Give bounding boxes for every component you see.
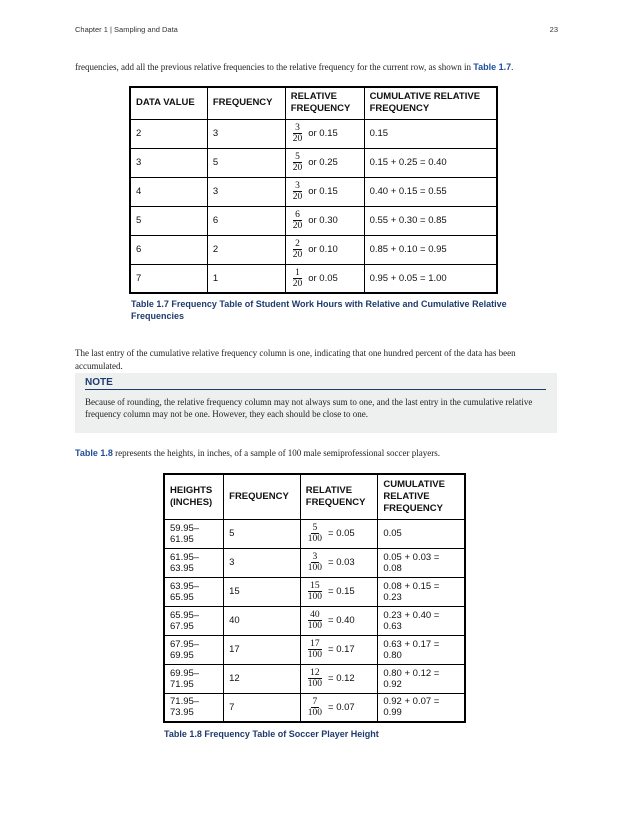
fraction: $\frac{2}{20}$ <box>292 239 303 260</box>
frequency-cell: 1 <box>207 264 285 293</box>
data-value-cell: 3 <box>130 148 207 177</box>
frequency-cell: 2 <box>207 235 285 264</box>
column-header: FREQUENCY <box>207 87 285 119</box>
fraction: $\frac{17}{100}$ <box>307 639 323 660</box>
heights-text: represents the heights, in inches, of a sample of 100 male semiprofessional soccer players. <box>112 448 441 458</box>
relative-frequency-cell: $\frac{7}{100}$ = 0.07 <box>300 693 378 722</box>
relative-frequency-cell: $\frac{15}{100}$ = 0.15 <box>300 577 378 606</box>
intro-text: frequencies, add all the previous relative frequencies to the relative frequency for the current row, as shown in <box>75 62 474 72</box>
frequency-cell: 15 <box>224 577 301 606</box>
table-row <box>130 177 497 206</box>
fraction: $\frac{3}{20}$ <box>292 123 303 144</box>
cumulative-cell: 0.55 + 0.30 = 0.85 <box>364 206 497 235</box>
frequency-cell: 3 <box>224 548 301 577</box>
table-1-8-caption: Table 1.8 Frequency Table of Soccer Player Height <box>164 729 379 739</box>
table-row <box>130 119 497 148</box>
table-row <box>130 235 497 264</box>
frequency-cell: 12 <box>224 664 301 693</box>
height-range-cell: 59.95–61.95 <box>164 519 224 548</box>
frequency-cell: 3 <box>207 177 285 206</box>
height-range-cell: 63.95–65.95 <box>164 577 224 606</box>
relative-frequency-cell: $\frac{3}{100}$ = 0.03 <box>300 548 378 577</box>
relative-frequency-cell: $\frac{3}{20}$ or 0.15 <box>285 119 364 148</box>
cumulative-cell: 0.63 + 0.17 = 0.80 <box>378 635 465 664</box>
note-box <box>75 373 557 433</box>
table-1-8 <box>163 473 466 723</box>
data-value-cell: 5 <box>130 206 207 235</box>
fraction: $\frac{5}{100}$ <box>307 523 323 544</box>
frequency-cell: 3 <box>207 119 285 148</box>
fraction: $\frac{40}{100}$ <box>307 610 323 631</box>
column-header: DATA VALUE <box>130 87 207 119</box>
height-range-cell: 71.95–73.95 <box>164 693 224 722</box>
table-row <box>164 577 465 606</box>
height-range-cell: 65.95–67.95 <box>164 606 224 635</box>
frequency-cell: 5 <box>224 519 301 548</box>
page-number: 23 <box>549 25 558 34</box>
table-1-8-link[interactable]: Table 1.8 <box>75 448 113 458</box>
cumulative-cell: 0.40 + 0.15 = 0.55 <box>364 177 497 206</box>
relative-frequency-cell: $\frac{40}{100}$ = 0.40 <box>300 606 378 635</box>
column-header: RELATIVE FREQUENCY <box>300 474 378 519</box>
table-1-7-link[interactable]: Table 1.7 <box>473 62 512 72</box>
fraction: $\frac{1}{20}$ <box>292 267 303 289</box>
table-1-7 <box>129 86 498 294</box>
heights-paragraph <box>75 447 557 460</box>
frequency-cell: 6 <box>207 206 285 235</box>
intro-end: . <box>511 62 514 72</box>
cumulative-cell: 0.05 + 0.03 = 0.08 <box>378 548 465 577</box>
height-range-cell: 69.95–71.95 <box>164 664 224 693</box>
column-header: CUMULATIVE RELATIVE FREQUENCY <box>364 87 497 119</box>
frequency-cell: 7 <box>224 693 301 722</box>
cumulative-cell: 0.23 + 0.40 = 0.63 <box>378 606 465 635</box>
height-range-cell: 61.95–63.95 <box>164 548 224 577</box>
cumulative-cell: 0.80 + 0.12 = 0.92 <box>378 664 465 693</box>
data-value-cell: 7 <box>130 264 207 293</box>
table-row <box>164 693 465 722</box>
table-row <box>130 264 497 293</box>
relative-frequency-cell: $\frac{3}{20}$ or 0.15 <box>285 177 364 206</box>
running-header <box>75 25 558 34</box>
table-row <box>164 548 465 577</box>
column-header: RELATIVE FREQUENCY <box>285 87 364 119</box>
fraction: $\frac{6}{20}$ <box>292 210 303 231</box>
cumulative-cell: 0.15 <box>364 119 497 148</box>
relative-frequency-cell: $\frac{12}{100}$ = 0.12 <box>300 664 378 693</box>
table-row <box>164 519 465 548</box>
table-row <box>164 606 465 635</box>
relative-frequency-cell: $\frac{5}{100}$ = 0.05 <box>300 519 378 548</box>
table-row <box>130 206 497 235</box>
fraction: $\frac{3}{100}$ <box>307 552 323 573</box>
fraction: $\frac{5}{20}$ <box>292 152 303 173</box>
cumulative-cell: 0.05 <box>378 519 465 548</box>
column-header: CUMULATIVE RELATIVE FREQUENCY <box>378 474 465 519</box>
relative-frequency-cell: $\frac{17}{100}$ = 0.17 <box>300 635 378 664</box>
note-title: NOTE <box>85 377 546 390</box>
relative-frequency-cell: $\frac{5}{20}$ or 0.25 <box>285 148 364 177</box>
table-1-7-caption: Table 1.7 Frequency Table of Student Work Hours with Relative and Cumulative Relative Frequencies <box>131 299 507 321</box>
frequency-cell: 5 <box>207 148 285 177</box>
relative-frequency-cell: $\frac{1}{20}$ or 0.05 <box>285 264 364 293</box>
height-range-cell: 67.95–69.95 <box>164 635 224 664</box>
fraction: $\frac{3}{20}$ <box>292 181 303 202</box>
relative-frequency-cell: $\frac{2}{20}$ or 0.10 <box>285 235 364 264</box>
cumulative-cell: 0.95 + 0.05 = 1.00 <box>364 264 497 293</box>
frequency-cell: 40 <box>224 606 301 635</box>
chapter-title: Chapter 1 | Sampling and Data <box>75 25 178 34</box>
table-row <box>164 635 465 664</box>
data-value-cell: 2 <box>130 119 207 148</box>
note-body: Because of rounding, the relative frequency column may not always sum to one, and the last entry in the cumulative relative frequency column may not be one. However, they each should be close to one. <box>85 397 533 419</box>
column-header: FREQUENCY <box>224 474 301 519</box>
fraction: $\frac{15}{100}$ <box>307 581 323 602</box>
fraction: $\frac{12}{100}$ <box>307 668 323 689</box>
relative-frequency-cell: $\frac{6}{20}$ or 0.30 <box>285 206 364 235</box>
table-row <box>164 664 465 693</box>
data-value-cell: 4 <box>130 177 207 206</box>
intro-paragraph <box>75 61 557 74</box>
data-value-cell: 6 <box>130 235 207 264</box>
cumulative-cell: 0.15 + 0.25 = 0.40 <box>364 148 497 177</box>
frequency-cell: 17 <box>224 635 301 664</box>
column-header: HEIGHTS (INCHES) <box>164 474 224 519</box>
fraction: $\frac{7}{100}$ <box>307 696 323 718</box>
cumulative-cell: 0.08 + 0.15 = 0.23 <box>378 577 465 606</box>
table-row <box>130 148 497 177</box>
cumulative-cell: 0.92 + 0.07 = 0.99 <box>378 693 465 722</box>
cumulative-cell: 0.85 + 0.10 = 0.95 <box>364 235 497 264</box>
accumulation-paragraph: The last entry of the cumulative relative frequency column is one, indicating that one hundred percent of the data has been accumulated. <box>75 348 516 371</box>
